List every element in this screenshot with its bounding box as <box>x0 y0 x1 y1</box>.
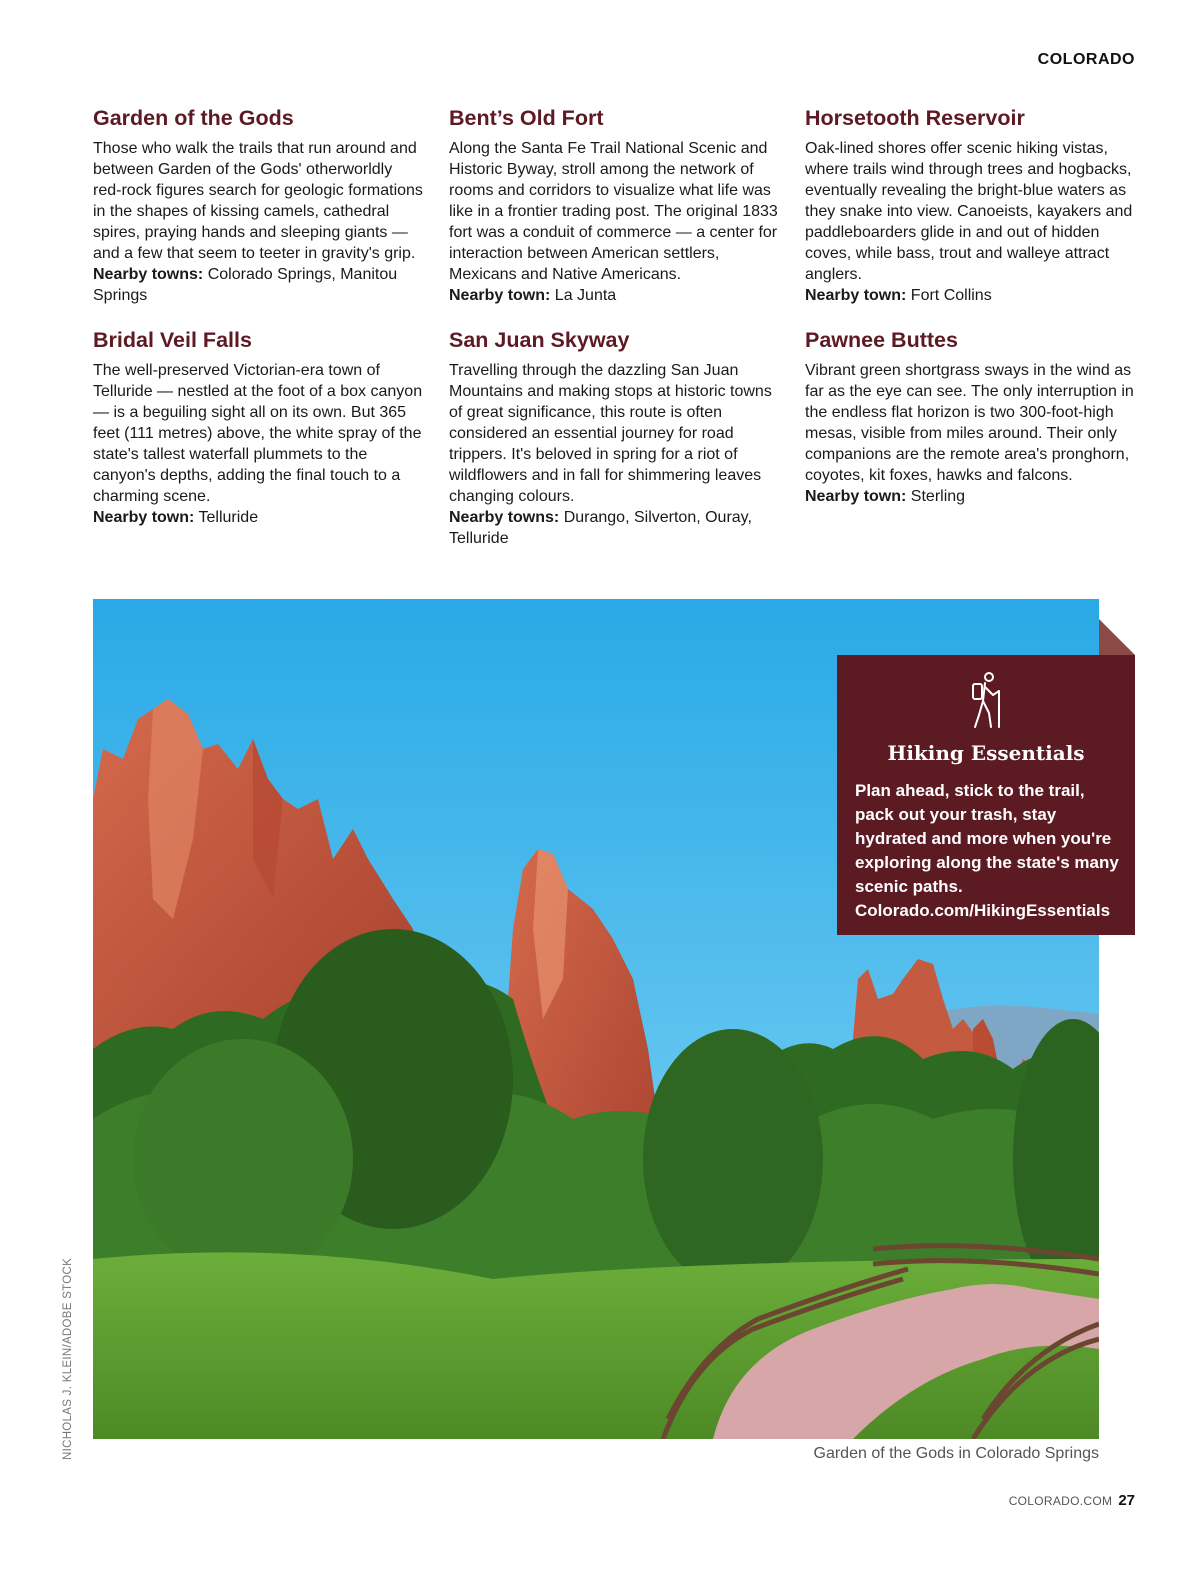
entry-title: San Juan Skyway <box>449 328 630 352</box>
nearby-label: Nearby town: <box>805 287 907 304</box>
article-column-1 <box>93 104 425 548</box>
entry-body: Vibrant green shortgrass sways in the wind as far as the eye can see. The only interruption in the endless flat horizon is two 300-foot-high mesas, visible from miles around. Their only companions are the remote area's pronghorn, coyotes, kit foxes, hawks and falcons. Nearby town: Sterling <box>805 362 1134 505</box>
nearby-value: La Junta <box>554 287 617 304</box>
hiking-essentials-callout <box>837 655 1135 935</box>
nearby-value: Fort Collins <box>910 287 992 304</box>
entry-body: Oak-lined shores offer scenic hiking vistas, where trails wind through trees and hogbacks, eventually revealing the bright-blue waters as they snake into view. Canoeists, kayakers and paddleboarders glide in and out of hidden coves, while bass, trout and walleye attract anglers. Nearby town: Fort Collins <box>805 140 1133 304</box>
photo-caption: Garden of the Gods in Colorado Springs <box>813 1445 1099 1462</box>
section-label: COLORADO <box>1037 51 1135 68</box>
callout-body: Plan ahead, stick to the trail, pack out your trash, stay hydrated and more when you're exploring along the state's many scenic paths. Colorado.com/HikingEssentials <box>855 781 1119 920</box>
article-column-3 <box>805 104 1137 527</box>
nearby-value: Durango, Silverton, Ouray, Telluride <box>449 509 752 547</box>
nearby-label: Nearby towns: <box>449 509 560 526</box>
nearby-label: Nearby town: <box>93 509 195 526</box>
entry-title: Bent’s Old Fort <box>449 106 604 130</box>
entry-title: Garden of the Gods <box>93 106 294 130</box>
callout-title: Hiking Essentials <box>887 741 1085 765</box>
article-column-2 <box>449 104 781 569</box>
entry-san-juan-skyway <box>449 326 781 549</box>
nearby-label: Nearby towns: <box>93 266 204 283</box>
page-number: 27 <box>1118 1492 1135 1509</box>
entry-title: Horsetooth Reservoir <box>805 106 1025 130</box>
entry-body: Those who walk the trails that run around and between Garden of the Gods' otherworldly red-rock figures search for geologic formations in the shapes of kissing camels, cathedral spires, praying hands and sleeping giants — and a few that seem to teeter in gravity's grip. Nearby towns: Colorado Springs, Manitou Springs <box>93 140 423 304</box>
hiker-icon <box>967 671 1005 729</box>
entry-body: Travelling through the dazzling San Juan Mountains and making stops at historic towns of great significance, this route is often considered an essential journey for road trippers. It's beloved in spring for a riot of wildflowers and in fall for shimmering leaves changing colours. Nearby towns: Durango, Silverton, Ouray, Telluride <box>449 362 772 547</box>
entry-body: Along the Santa Fe Trail National Scenic and Historic Byway, stroll among the network of rooms and corridors to visualize what life was like in a frontier trading post. The original 1833 fort was a conduit of commerce — a center for interaction between American settlers, Mexicans and Native Americans. Nearby town: La Junta <box>449 140 778 304</box>
entry-title: Bridal Veil Falls <box>93 328 252 352</box>
nearby-value: Telluride <box>198 509 259 526</box>
entry-body: The well-preserved Victorian-era town of Telluride — nestled at the foot of a box canyon — is a beguiling sight all on its own. But 365 feet (111 metres) above, the white spray of the state's tallest waterfall plummets to the canyon's depths, adding the final touch to a charming scene. Nearby town: Telluride <box>93 362 423 526</box>
entry-title: Pawnee Buttes <box>805 328 958 352</box>
page-footer <box>1009 1492 1135 1510</box>
entry-pawnee-buttes <box>805 326 1137 507</box>
nearby-value: Colorado Springs, Manitou Springs <box>93 266 398 304</box>
callout-fold-corner <box>1099 619 1135 655</box>
nearby-label: Nearby town: <box>805 488 907 505</box>
entry-horsetooth-reservoir <box>805 104 1137 306</box>
entry-bents-old-fort <box>449 104 781 306</box>
entry-bridal-veil-falls <box>93 326 425 528</box>
entry-garden-of-the-gods <box>93 104 425 306</box>
photo-credit: NICHOLAS J. KLEIN/ADOBE STOCK <box>62 1257 74 1460</box>
nearby-label: Nearby town: <box>449 287 551 304</box>
nearby-value: Sterling <box>910 488 966 505</box>
footer-site: COLORADO.COM <box>1008 1494 1113 1508</box>
